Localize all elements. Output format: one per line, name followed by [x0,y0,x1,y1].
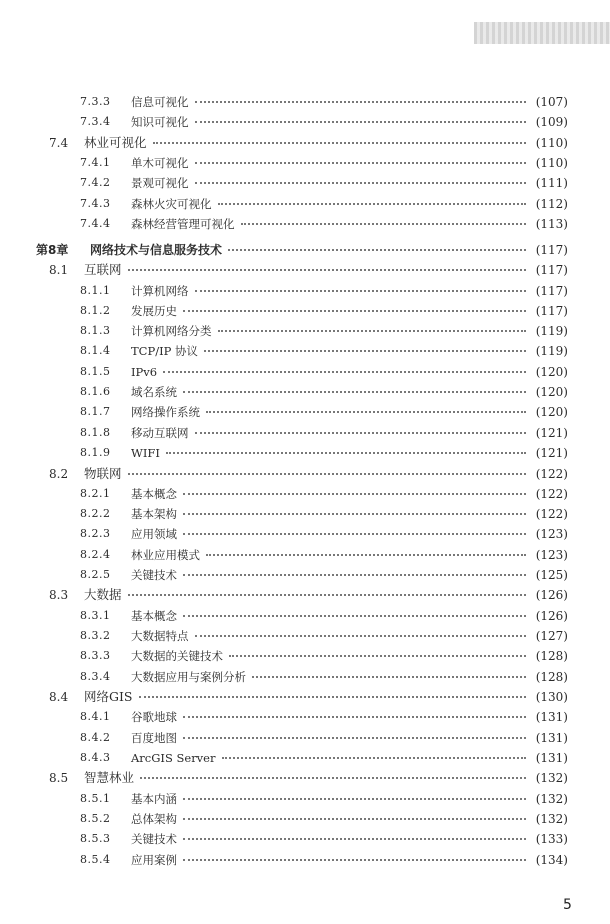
toc-entry[interactable] [0,423,610,443]
toc-entry-number: 8.4.1 [80,710,111,723]
toc-entry-number: 8.2 [49,467,69,481]
toc-dot-leader [183,513,526,515]
toc-entry-number: 8.2.2 [80,507,111,520]
toc-entry-number: 8.1.5 [80,365,111,378]
toc-entry[interactable] [0,443,610,463]
toc-entry-title: 域名系统 [131,385,177,399]
toc-dot-leader [183,737,526,739]
toc-dot-leader [195,290,526,292]
toc-dot-leader [183,859,526,861]
toc-entry-number: 8.3 [49,588,69,602]
toc-dot-leader [204,350,526,352]
toc-entry-number: 8.5.1 [80,792,111,805]
toc-dot-leader [252,676,526,678]
toc-dot-leader [229,655,526,657]
toc-entry-page: (120) [535,385,568,399]
toc-entry-page: (119) [535,344,568,358]
toc-entry-page: (131) [535,731,568,745]
toc-entry-title: 关键技术 [131,568,177,582]
toc-entry-title: IPv6 [131,365,158,379]
toc-entry-page: (120) [535,365,568,379]
toc-entry[interactable] [0,92,610,112]
toc-entry[interactable] [0,402,610,422]
toc-entry-number: 8.1.4 [80,344,111,357]
toc-entry[interactable] [0,829,610,849]
toc-entry-page: (125) [535,568,568,582]
toc-entry-page: (127) [535,629,568,643]
toc-entry-title: 计算机网络 [131,284,189,298]
toc-dot-leader [222,757,526,759]
toc-dot-leader [183,310,526,312]
toc-dot-leader [195,101,526,103]
toc-entry[interactable] [0,260,610,280]
toc-entry-title: WIFI [131,446,160,460]
toc-entry-number: 8.2.4 [80,548,111,561]
toc-entry-number: 8.2.1 [80,487,111,500]
toc-entry[interactable] [0,341,610,361]
toc-entry[interactable] [0,768,610,788]
toc-dot-leader [206,554,526,556]
toc-entry-page: (109) [535,115,568,129]
toc-dot-leader [206,411,526,413]
toc-dot-leader [153,142,526,144]
toc-entry-number: 8.1.8 [80,426,111,439]
toc-entry[interactable] [0,504,610,524]
toc-entry[interactable] [0,524,610,544]
toc-dot-leader [195,162,526,164]
toc-entry[interactable] [0,133,610,153]
toc-dot-leader [128,473,526,475]
toc-dot-leader [241,223,526,225]
toc-entry-page: (123) [535,527,568,541]
toc-entry-page: (128) [535,670,568,684]
toc-entry-title: 森林火灾可视化 [131,197,212,211]
toc-entry-page: (117) [535,243,568,257]
toc-entry-number: 7.3.4 [80,115,111,128]
toc-entry[interactable] [0,362,610,382]
toc-entry[interactable] [0,606,610,626]
toc-entry[interactable] [0,850,610,870]
toc-entry-title: 基本概念 [131,487,177,501]
toc-entry-page: (132) [535,792,568,806]
toc-entry-title: 网络操作系统 [131,405,200,419]
toc-entry-title: 应用案例 [131,853,177,867]
toc-entry-page: (107) [535,95,568,109]
toc-entry-number: 7.4.1 [80,156,111,169]
toc-entry-title: 大数据的关键技术 [131,649,223,663]
toc-dot-leader [183,615,526,617]
toc-entry-page: (120) [535,405,568,419]
toc-entry-page: (110) [535,156,568,170]
toc-dot-leader [128,594,526,596]
toc-entry-title: 景观可视化 [131,176,189,190]
toc-dot-leader [183,533,526,535]
toc-entry-title: 基本内涵 [131,792,177,806]
toc-dot-leader [218,330,526,332]
toc-dot-leader [140,777,526,779]
toc-entry-number: 8.1.1 [80,284,111,297]
toc-entry[interactable] [0,748,610,768]
toc-entry-page: (132) [535,812,568,826]
toc-entry-title: 发展历史 [131,304,177,318]
toc-dot-leader [183,798,526,800]
toc-entry-page: (113) [535,217,568,231]
toc-dot-leader [183,716,526,718]
toc-entry-page: (111) [535,176,568,190]
toc-entry-title: TCP/IP 协议 [131,344,199,358]
toc-dot-leader [128,269,526,271]
toc-entry[interactable] [0,194,610,214]
toc-entry-title: 森林经营管理可视化 [131,217,235,231]
toc-entry-number: 8.2.5 [80,568,111,581]
toc-entry[interactable] [0,484,610,504]
toc-dot-leader [195,121,526,123]
toc-dot-leader [139,696,526,698]
toc-entry[interactable] [0,585,610,605]
toc-entry-number: 第8章 [36,243,69,257]
toc-dot-leader [183,818,526,820]
toc-entry-title: 计算机网络分类 [131,324,212,338]
toc-entry-page: (121) [535,446,568,460]
toc-entry-page: (134) [535,853,568,867]
toc-entry-title: 大数据应用与案例分析 [131,670,246,684]
toc-entry-number: 8.5.3 [80,832,111,845]
toc-entry-title: 单木可视化 [131,156,189,170]
toc-entry-title: 基本架构 [131,507,177,521]
toc-entry-title: 移动互联网 [131,426,189,440]
toc-entry-title: 关键技术 [131,832,177,846]
toc-entry-page: (122) [535,507,568,521]
toc-entry[interactable] [0,301,610,321]
page-number: 5 [563,897,572,913]
toc-entry-title: 物联网 [84,466,122,481]
toc-entry-title: 大数据 [84,587,122,602]
toc-entry[interactable] [0,626,610,646]
toc-entry[interactable] [0,565,610,585]
toc-entry-title: 基本概念 [131,609,177,623]
toc-entry[interactable] [0,214,610,234]
toc-entry-page: (117) [535,284,568,298]
toc-dot-leader [218,203,526,205]
toc-entry-title: 大数据特点 [131,629,189,643]
toc-dot-leader [166,452,526,454]
toc-entry-number: 7.4 [49,136,69,150]
page-header-band [474,22,610,44]
toc-entry-title: 林业可视化 [84,135,147,150]
toc-entry[interactable] [0,707,610,727]
toc-entry-number: 7.4.3 [80,197,111,210]
toc-entry[interactable] [0,687,610,707]
toc-dot-leader [183,838,526,840]
toc-entry-number: 7.3.3 [80,95,111,108]
toc-entry-number: 8.1.9 [80,446,111,459]
toc-entry-page: (126) [535,588,568,602]
toc-entry[interactable] [0,728,610,748]
toc-entry-number: 8.4.3 [80,751,111,764]
toc-entry[interactable] [0,667,610,687]
toc-entry-page: (119) [535,324,568,338]
toc-entry-number: 8.5 [49,771,69,785]
toc-entry[interactable] [0,646,610,666]
toc-entry[interactable] [0,382,610,402]
toc-entry[interactable] [0,545,610,565]
toc-entry-title: 互联网 [84,262,122,277]
toc-entry-title: 网络技术与信息服务技术 [90,243,223,257]
toc-dot-leader [183,391,526,393]
toc-entry-number: 7.4.4 [80,217,111,230]
toc-entry-page: (131) [535,751,568,765]
toc-entry-number: 8.5.4 [80,853,111,866]
toc-entry-title: 智慧林业 [84,770,135,785]
toc-entry-number: 8.5.2 [80,812,111,825]
toc-entry[interactable] [0,321,610,341]
toc-dot-leader [183,493,526,495]
toc-entry-title: 应用领域 [131,527,177,541]
toc-entry-number: 8.3.2 [80,629,111,642]
toc-entry-number: 8.1.3 [80,324,111,337]
toc-entry-title: 知识可视化 [131,115,189,129]
toc-entry[interactable] [0,464,610,484]
toc-entry-number: 8.2.3 [80,527,111,540]
toc-entry-title: 总体架构 [131,812,177,826]
toc-entry-page: (128) [535,649,568,663]
toc-entry-page: (112) [535,197,568,211]
toc-entry-title: 谷歌地球 [131,710,177,724]
toc-entry-number: 8.4.2 [80,731,111,744]
toc-entry-page: (133) [535,832,568,846]
toc-entry-page: (131) [535,710,568,724]
toc-entry-page: (122) [535,467,568,481]
toc-entry-title: 百度地图 [131,731,177,745]
toc-entry-page: (126) [535,609,568,623]
toc-entry[interactable] [0,240,610,260]
toc-entry-page: (117) [535,263,568,277]
toc-entry-title: 信息可视化 [131,95,189,109]
toc-entry-page: (117) [535,304,568,318]
toc-dot-leader [195,182,526,184]
toc-entry-title: 网络GIS [84,689,133,704]
toc-entry[interactable] [0,809,610,829]
toc-entry-page: (121) [535,426,568,440]
toc-entry[interactable] [0,789,610,809]
toc-entry[interactable] [0,153,610,173]
toc-entry-page: (132) [535,771,568,785]
toc-entry-number: 8.3.3 [80,649,111,662]
toc-entry-page: (123) [535,548,568,562]
toc-entry-title: 林业应用模式 [131,548,200,562]
toc-entry[interactable] [0,173,610,193]
toc-entry-number: 8.3.1 [80,609,111,622]
toc-dot-leader [195,432,526,434]
toc-entry-number: 8.1.2 [80,304,111,317]
toc-entry-number: 8.4 [49,690,69,704]
toc-dot-leader [163,371,526,373]
toc-entry-number: 8.1 [49,263,69,277]
toc-entry-number: 8.1.6 [80,385,111,398]
toc-entry-title: ArcGIS Server [131,751,216,765]
toc-entry-page: (110) [535,136,568,150]
toc-entry-number: 8.3.4 [80,670,111,683]
toc-entry-number: 8.1.7 [80,405,111,418]
toc-dot-leader [183,574,526,576]
toc-entry-page: (122) [535,487,568,501]
toc-dot-leader [228,249,526,251]
toc-dot-leader [195,635,526,637]
toc-entry-number: 7.4.2 [80,176,111,189]
toc-entry-page: (130) [535,690,568,704]
toc-entry[interactable] [0,281,610,301]
toc-entry[interactable] [0,112,610,132]
